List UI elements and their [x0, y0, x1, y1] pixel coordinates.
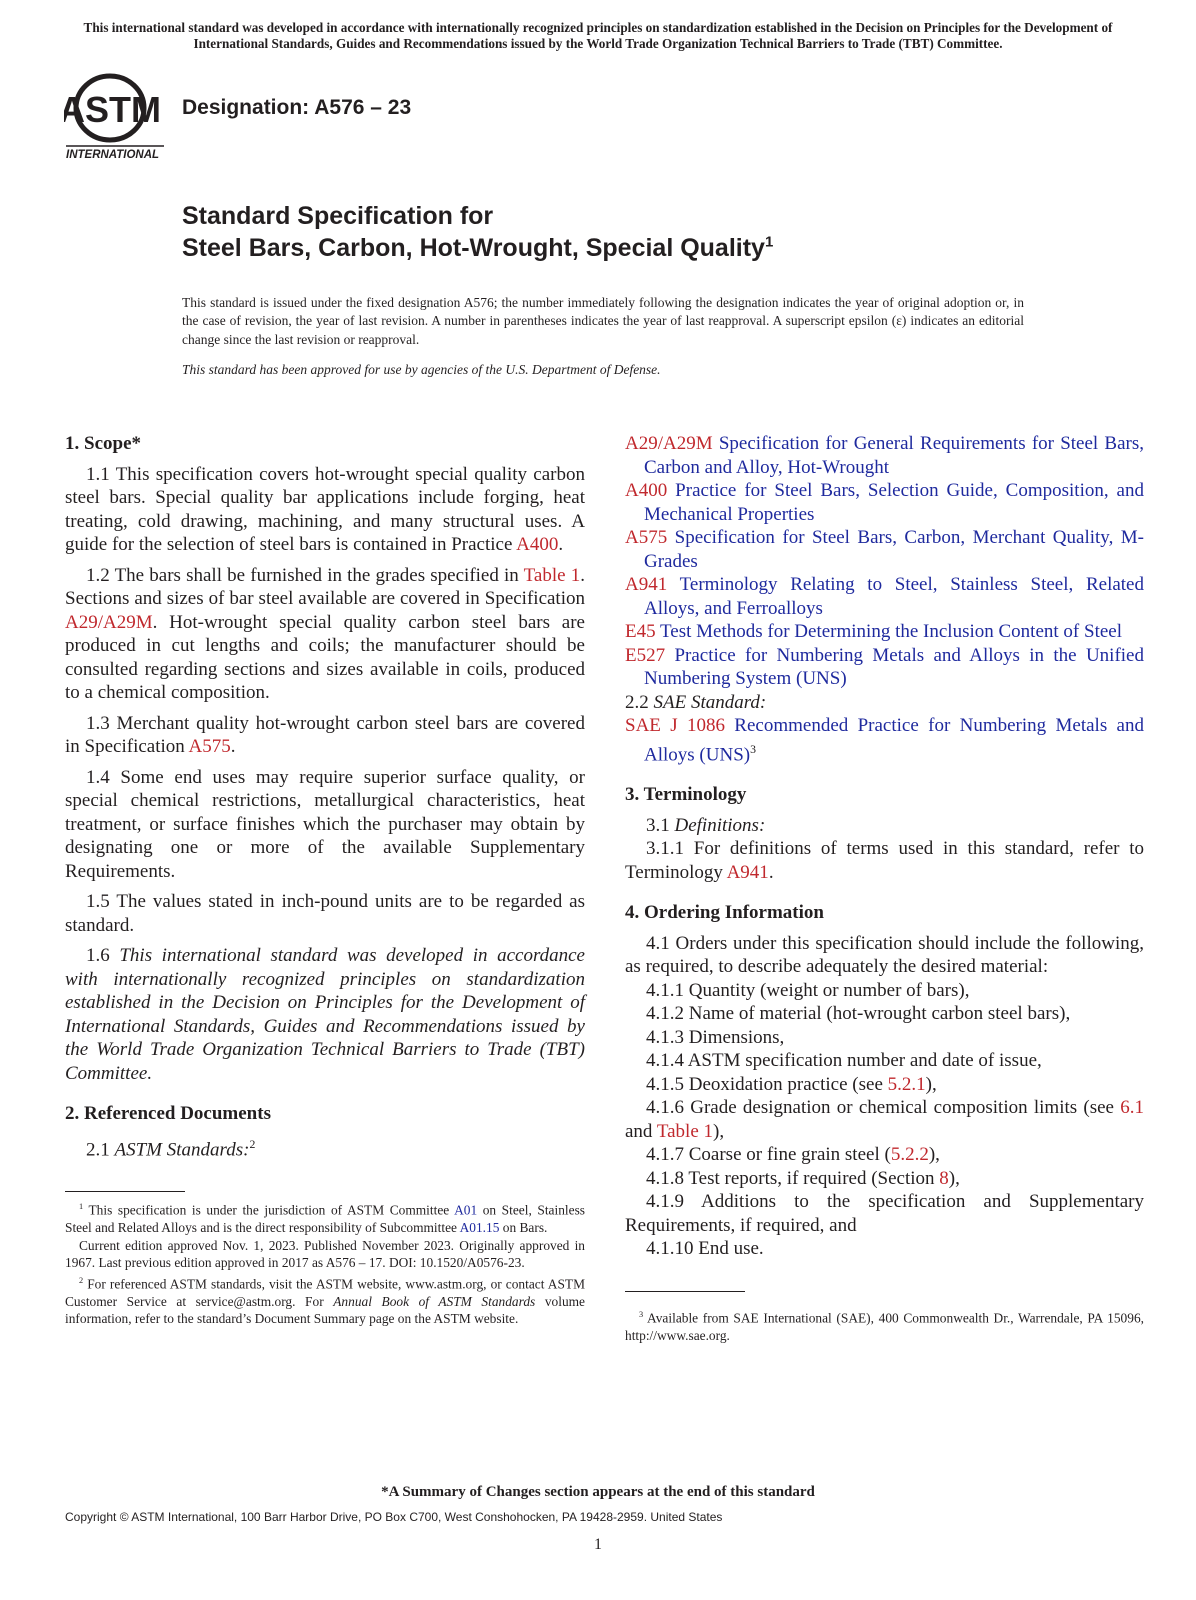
reference-item: [625, 526, 1144, 573]
item-4-1-4: 4.1.4 ASTM specification number and date of issue,: [646, 1050, 1042, 1072]
reference-item: [625, 620, 1144, 644]
item-4-1-5: 4.1.5 Deoxidation practice (see 5.2.1),: [646, 1073, 937, 1095]
paragraph-1-1: 1.1 This specification covers hot-wrought special quality carbon steel bars. Special quality bar applications include forging, heat treating, cold drawing, machining, and many structural uses. A guide for the selection of steel bars is contained in Practice A400.: [65, 463, 585, 555]
left-column: [65, 432, 585, 1328]
link-a941[interactable]: A941: [726, 861, 769, 883]
title-line-2: Steel Bars, Carbon, Hot-Wrought, Special Quality: [182, 234, 765, 262]
footnotes-left: [65, 1198, 585, 1327]
title-footnote-mark: 1: [764, 233, 774, 251]
item-4-1-9: 4.1.9 Additions to the specification and Supplementary Requirements, if required, and: [625, 1191, 1144, 1236]
footnote-1: $^1$ This specification is under the jurisdiction of ASTM Committee A01 on Steel, Stainless Steel and Related Alloys and is the direct responsibility of Subcommittee A01.15 on Bars.: [65, 1202, 585, 1236]
reference-title[interactable]: Terminology Relating to Steel, Stainless Steel, Related Alloys, and Ferroalloys: [644, 574, 1144, 619]
logo-letters: ASTM: [64, 89, 161, 130]
right-column: [625, 432, 1144, 1344]
link-6-1[interactable]: 6.1: [1120, 1097, 1144, 1119]
reference-title[interactable]: Practice for Steel Bars, Selection Guide, Composition, and Mechanical Properties: [644, 480, 1144, 525]
reference-code[interactable]: E45: [625, 621, 656, 642]
item-4-1-8: 4.1.8 Test reports, if required (Section 8),: [646, 1167, 960, 1189]
paragraph-2-1: 2.1 ASTM Standards:$^2$: [86, 1137, 256, 1160]
footnote-1-edition: Current edition approved Nov. 1, 2023. Published November 2023. Originally approved in 1967. Last previous edition approved in 2017 as A576 – 17. DOI: 10.1520/A0576-23.: [65, 1237, 585, 1271]
footnote-rule-right: [625, 1291, 745, 1292]
item-4-1-7: 4.1.7 Coarse or fine grain steel (5.2.2),: [646, 1144, 940, 1166]
reference-code[interactable]: A400: [625, 480, 668, 501]
summary-of-changes-note: *A Summary of Changes section appears at the end of this standard: [381, 1484, 815, 1500]
footnote-rule: [65, 1191, 185, 1192]
astm-logo-mark: [64, 68, 168, 166]
paragraph-1-3: 1.3 Merchant quality hot-wrought carbon steel bars are covered in Specification A575.: [65, 712, 585, 757]
section-heading-terminology: 3. Terminology: [625, 784, 747, 806]
footnotes-right: [625, 1306, 1144, 1344]
section-heading-ordering: 4. Ordering Information: [625, 902, 824, 924]
link-5-2-1[interactable]: 5.2.1: [887, 1073, 926, 1095]
footnote-2: $^2$ For referenced ASTM standards, visit the ASTM website, www.astm.org, or contact ASTM Customer Service at service@astm.org. For Annual Book of ASTM Standards volume information, refer to the standard’s Document Summary page on the ASTM website.: [65, 1275, 585, 1327]
reference-item: [625, 644, 1144, 691]
paragraph-3-1: 3.1 Definitions:: [646, 814, 766, 836]
item-4-1-10: 4.1.10 End use.: [646, 1238, 764, 1260]
link-a01[interactable]: A01: [454, 1202, 478, 1218]
link-a575[interactable]: A575: [188, 736, 231, 757]
paragraph-1-2: 1.2 The bars shall be furnished in the grades specified in Table 1. Sections and sizes of bar steel available are covered in Specification A29/A29M. Hot-wrought special quality carbon steel bars are produced in cut lengths and coils; the manufacturer should be consulted regarding sections and sizes available in coils, produced to a chemical composition.: [65, 564, 585, 703]
item-4-1-3: 4.1.3 Dimensions,: [646, 1026, 785, 1048]
link-a29[interactable]: A29/A29M: [65, 611, 153, 633]
reference-item: [625, 432, 1144, 479]
reference-title[interactable]: Specification for Steel Bars, Carbon, Merchant Quality, M-Grades: [644, 527, 1144, 572]
paragraph-1-5: 1.5 The values stated in inch-pound units are to be regarded as standard.: [65, 891, 585, 936]
link-table-1-b[interactable]: Table 1: [656, 1120, 714, 1142]
sae-code[interactable]: SAE J 1086: [625, 715, 725, 736]
reference-code[interactable]: E527: [625, 644, 666, 666]
paragraph-1-6: 1.6 This international standard was developed in accordance with internationally recognized principles on standardization established in the Decision on Principles for the Development of International Standards, Guides and Recommendations issued by the World Trade Organization Technical Barriers to Trade (TBT) Committee.: [65, 945, 585, 1084]
item-4-1-2: 4.1.2 Name of material (hot-wrought carbon steel bars),: [646, 1003, 1071, 1025]
paragraph-4-1: 4.1 Orders under this specification should include the following, as required, to describe adequately the desired material:: [625, 932, 1144, 978]
link-section-8[interactable]: 8: [939, 1167, 949, 1189]
dod-note: This standard has been approved for use by agencies of the U.S. Department of Defense.: [182, 362, 661, 377]
document-title: [182, 200, 773, 264]
paragraph-1-4: 1.4 Some end uses may require superior surface quality, or special chemical restrictions, metallurgical characteristics, heat treatment, or surface finishes which the purchaser may obtain by designating one or more of the available Supplementary Requirements.: [65, 766, 585, 882]
reference-code[interactable]: A941: [625, 574, 668, 595]
link-table-1[interactable]: Table 1: [523, 564, 581, 586]
link-5-2-2[interactable]: 5.2.2: [890, 1144, 929, 1166]
reference-title[interactable]: Test Methods for Determining the Inclusion Content of Steel: [655, 621, 1122, 642]
page-number: 1: [594, 1536, 602, 1553]
logo-subtext: INTERNATIONAL: [66, 149, 160, 161]
astm-reference-list: [625, 432, 1144, 691]
reference-item: [625, 479, 1144, 526]
intro-paragraph: This standard is issued under the fixed designation A576; the number immediately following the designation indicates the year of original adoption or, in the case of revision, the year of last revision. A number in parentheses indicates the year of last reapproval. A superscript epsilon (ε) indicates an editorial change since the last revision or reapproval.: [182, 295, 1024, 347]
section-heading-refdocs: 2. Referenced Documents: [65, 1103, 271, 1124]
item-4-1-6: 4.1.6 Grade designation or chemical composition limits (see 6.1 and Table 1),: [625, 1097, 1144, 1142]
paragraph-2-2: 2.2 SAE Standard:: [625, 691, 767, 713]
section-heading-scope: 1. Scope*: [65, 433, 141, 454]
reference-title[interactable]: Specification for General Requirements for Steel Bars, Carbon and Alloy, Hot-Wrought: [644, 433, 1144, 478]
item-4-1-1: 4.1.1 Quantity (weight or number of bars),: [646, 979, 970, 1001]
astm-logo: [64, 68, 168, 166]
copyright-line: Copyright © ASTM International, 100 Barr Harbor Drive, PO Box C700, West Conshohocken, PA 19428-2959. United States: [65, 1510, 723, 1524]
sae-title[interactable]: Recommended Practice for Numbering Metals and Alloys (UNS): [644, 715, 1144, 765]
link-a400[interactable]: A400: [516, 534, 559, 555]
link-a01-15[interactable]: A01.15: [459, 1220, 500, 1236]
tbt-notice: This international standard was developed in accordance with internationally recognized principles on standardization established in the Decision on Principles for the Development of International Standards, Guides and Recommendations issued by the World Trade Organization Technical Barriers to Trade (TBT) Committee.: [83, 20, 1113, 51]
designation: Designation: A576 – 23: [182, 96, 412, 119]
reference-item: [625, 573, 1144, 620]
title-line-1: Standard Specification for: [182, 202, 494, 230]
paragraph-3-1-1: 3.1.1 For definitions of terms used in this standard, refer to Terminology A941.: [625, 838, 1144, 883]
reference-title[interactable]: Practice for Numbering Metals and Alloys in the Unified Numbering System (UNS): [644, 644, 1144, 689]
sae-reference: SAE J 1086 Recommended Practice for Numbering Metals and Alloys (UNS)$^3$: [625, 715, 1144, 765]
reference-code[interactable]: A575: [625, 527, 668, 548]
reference-code[interactable]: A29/A29M: [625, 433, 713, 454]
footnote-3: $^3$ Available from SAE International (SAE), 400 Commonwealth Dr., Warrendale, PA 15096, http://www.sae.org.: [625, 1309, 1144, 1343]
